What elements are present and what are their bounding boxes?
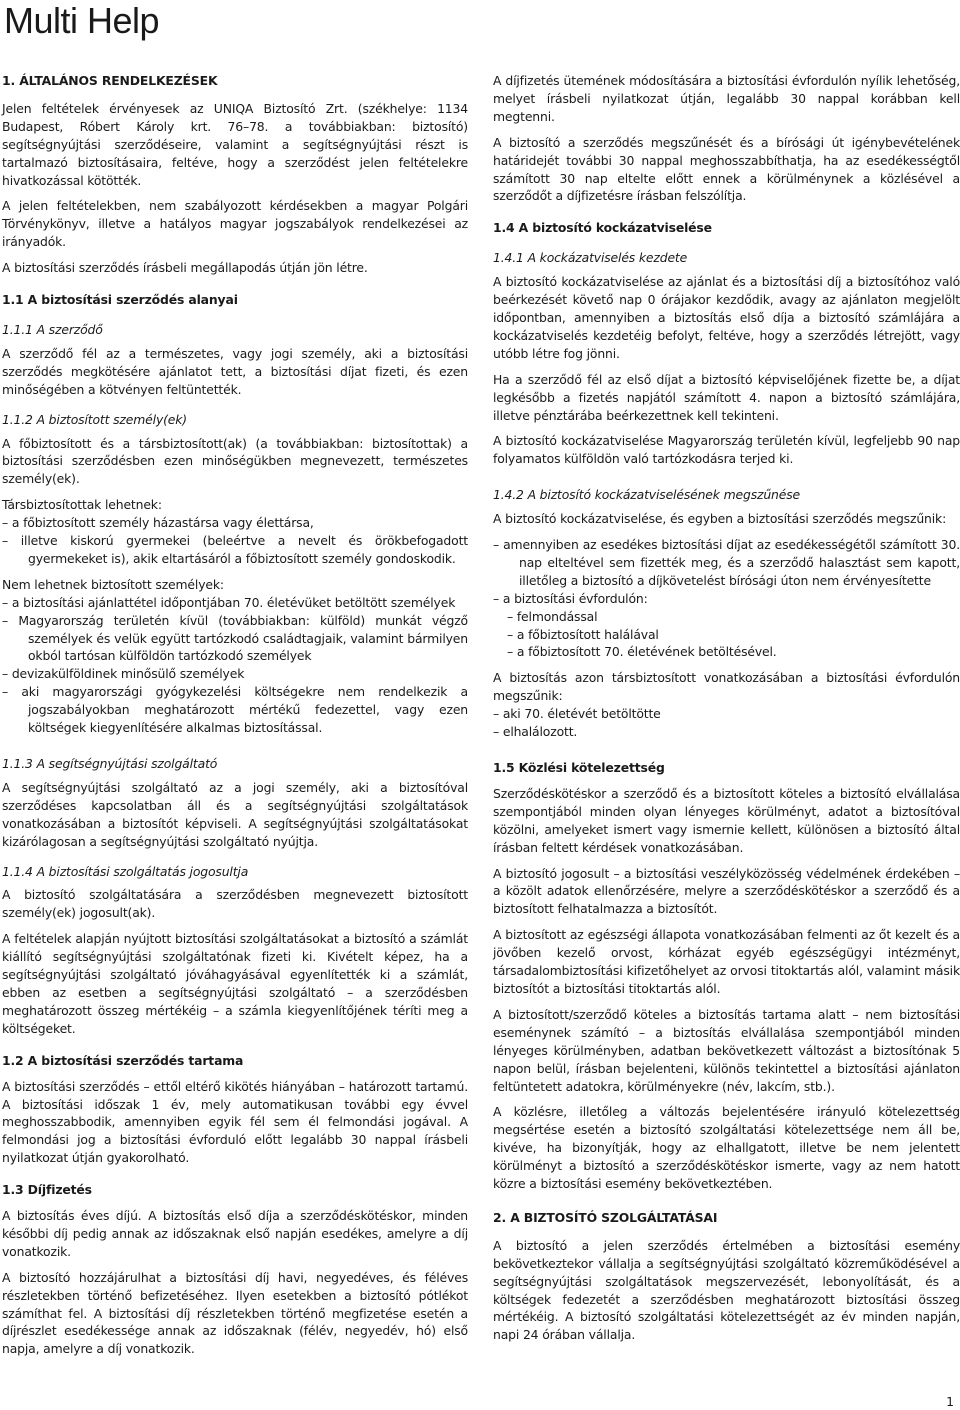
list-item: – amennyiben az esedékes biztosítási díjat az esedékességétől számított 30. nap elteltével sem fizették meg, és a szerződő halasztást sem kapott, illetőleg a biztosító a díjkövetelést bírósági úton nem érvényesítette bbox=[493, 536, 960, 590]
paragraph: A biztosítás azon társbiztosított vonatkozásában a biztosítási évfordulón megszűnik: bbox=[493, 670, 960, 704]
paragraph: Jelen feltételek érvényesek az UNIQA Biztosító Zrt. (székhelye: 1134 Budapest, Róbert Károly krt. 76–78. a továbbiakban: biztosító) segítségnyújtási szerződéseire, valamint a segítségnyújtási részt is tartalmazó biztosításaira, feltéve, hogy a szerződést jelen feltételekre hivatkozással kötötték. bbox=[2, 100, 468, 188]
list-co-insured-termination bbox=[493, 705, 960, 741]
paragraph: A biztosító kockázatviselése, és egyben a biztosítási szerződés megszűnik: bbox=[493, 511, 947, 527]
subsection-heading-1-4-2: 1.4.2 A biztosító kockázatviselésének megszűnése bbox=[493, 487, 801, 503]
paragraph: A biztosító a jelen szerződés értelmében a biztosítási esemény bekövetkeztekor vállalja a segítségnyújtási szolgáltató közreműködésével a segítségnyújtási szolgáltatások megszervezését, lebonyolítását, és a költségek fedezetét a szerződésben meghatározott biztosítási összeg mértékéig. A biztosító szolgáltatási kötelezettségét az év minden napján, napi 24 órában vállalja. bbox=[493, 1237, 960, 1343]
paragraph: A feltételek alapján nyújtott biztosítási szolgáltatásokat a biztosító a számlát kiállító segítségnyújtási szolgáltatónak fizeti ki. Kivételt képez, ha a segítségnyújtási szolgáltató jóváhagyásával egyenlítették ki a számlát, ebben az esetben a segítségnyújtási szolgáltató – a szerződésben meghatározott összeg mértékéig – a számla kiegyenlítőjének téríti meg a költségeket. bbox=[2, 931, 468, 1036]
list-item: – elhalálozott. bbox=[493, 723, 960, 741]
left-column bbox=[2, 72, 468, 1366]
list-termination bbox=[493, 536, 960, 608]
section-heading-1: 1. ÁLTALÁNOS RENDELKEZÉSEK bbox=[2, 73, 218, 88]
page-number: 1 bbox=[946, 1394, 954, 1409]
paragraph: A biztosító jogosult – a biztosítási veszélyközösség védelmének érdekében – a közölt adatok ellenőrzésére, melyre a szerződéskötéskor a szerződő és a biztosított felhatalmazza a biztosítót. bbox=[493, 865, 960, 917]
paragraph: A biztosító hozzájárulhat a biztosítási díj havi, negyedéves, és féléves részletekben történő befizetéséhez. Ilyen esetekben a biztosító pótlékot számíthat fel. A biztosítási díj részletekben történő megfizetése esetén a díjrészlet esedékessége annak az időszaknak (félév, negyedév, hó) első napja, amelyre a díj vonatkozik. bbox=[2, 1269, 468, 1357]
list-excluded-persons bbox=[2, 594, 468, 737]
paragraph: A díjfizetés ütemének módosítására a biztosítási évfordulón nyílik lehetőség, melyet írásbeli nyilatkozat útján, legalább 30 nappal korábban kell megtenni. bbox=[493, 73, 960, 124]
paragraph: A biztosító kockázatviselése az ajánlat és a biztosítási díj a biztosítóhoz való beérkezését követő nap 0 órájakor kezdődik, avagy az ajánlaton megjelölt időpontban, amennyiben a biztosítás első díja a biztosító számlájára a kockázatviselés kezdetéig befolyt, feltéve, hogy a szerződés létrejött, vagy utóbb létre fog jönni. bbox=[493, 274, 960, 361]
section-heading-1-4: 1.4 A biztosító kockázatviselése bbox=[493, 220, 712, 236]
list-item: – Magyarország területén kívül (továbbiakban: külföld) munkát végző személyek és velük együtt tartózkodó családtagjaik, valamint bármilyen okból tartósan külföldön tartózkodó személyek bbox=[2, 612, 468, 666]
paragraph: Társbiztosítottak lehetnek: bbox=[2, 497, 162, 513]
paragraph: A biztosító szolgáltatására a szerződésben megnevezett biztosított személy(ek) jogosult(ak). bbox=[2, 887, 468, 921]
paragraph: A közlésre, illetőleg a változás bejelentésére irányuló kötelezettség megsértése esetén a biztosító szolgáltatási kötelezettsége nem áll be, kivéve, ha bizonyítják, hogy az elhallgatott, illetve be nem jelentett körülményt a biztosító a szerződéskötéskor ismerte, vagy az nem hatott közre a biztosítási esemény bekövetkeztében. bbox=[493, 1104, 960, 1192]
list-item: – aki 70. életévét betöltötte bbox=[493, 705, 960, 723]
paragraph: A szerződő fél az a természetes, vagy jogi személy, aki a biztosítási szerződés megkötésére ajánlatot tett, a biztosítási díjat fizeti, és ezen minőségében a kötvényen feltüntették. bbox=[2, 345, 468, 397]
paragraph: A jelen feltételekben, nem szabályozott kérdésekben a magyar Polgári Törvénykönyv, illetve a hatályos magyar jogszabályok rendelkezései az irányadók. bbox=[2, 198, 468, 250]
paragraph: Nem lehetnek biztosított személyek: bbox=[2, 576, 224, 592]
section-heading-1-5: 1.5 Közlési kötelezettség bbox=[493, 760, 665, 775]
subsection-heading-1-1-1: 1.1.1 A szerződő bbox=[2, 321, 103, 337]
paragraph: A biztosítás éves díjú. A biztosítás első díja a szerződéskötéskor, minden későbbi díj pedig annak az időszaknak első napján esedékes, amelyre a díj vonatkozik. bbox=[2, 1208, 468, 1259]
paragraph: A biztosítási szerződés írásbeli megállapodás útján jön létre. bbox=[2, 260, 368, 276]
list-item: – a főbiztosított halálával bbox=[493, 626, 960, 644]
subsection-heading-1-1-3: 1.1.3 A segítségnyújtási szolgáltató bbox=[2, 756, 218, 771]
paragraph: A segítségnyújtási szolgáltató az a jogi személy, aki a biztosítóval szerződéses kapcsolatban áll és a segítségnyújtási szolgáltatások vonatkozásában a biztosítót képviseli. A segítségnyújtási szolgáltatásokat kizárólagosan a segítségnyújtási szolgáltató nyújtja. bbox=[2, 779, 468, 849]
section-heading-1-2: 1.2 A biztosítási szerződés tartama bbox=[2, 1052, 244, 1068]
paragraph: Ha a szerződő fél az első díjat a biztosító képviselőjének fizette be, a díjat legkésőbb a fizetés napjától számított 4. napon a biztosító számlájára, illetve pénztárába beérkezettnek kell tekinteni. bbox=[493, 371, 960, 423]
list-co-insured bbox=[2, 514, 468, 568]
paragraph: A biztosító a szerződés megszűnését és a bírósági út igénybevételének határidejét további 30 nappal meghosszabbíthatja, ha az esedékességtől számított 30 nap eltelte előtt ennek a körülménynek a közlésével a szerződőt a díjfizetésre írásban felszólítja. bbox=[493, 134, 960, 204]
paragraph: A biztosítási szerződés – ettől eltérő kikötés hiányában – határozott tartamú. A biztosítási időszak 1 év, mely automatikusan további egy évvel meghosszabbodik, amennyiben egyik fél sem él felmondási jogával. A felmondási jog a biztosítási évforduló előtt legalább 30 nappal írásbeli nyilatkozat útján gyakorolható. bbox=[2, 1078, 468, 1166]
list-item: – illetve kiskorú gyermekei (beleértve a nevelt és örökbefogadott gyermekeket is), akik eltartásáról a főbiztosított személy gondoskodik. bbox=[2, 532, 468, 568]
list-item: – devizakülföldinek minősülő személyek bbox=[2, 665, 468, 683]
list-item: – aki magyarországi gyógykezelési költségekre nem rendelkezik a jogszabályokban meghatározott mértékű fedezettel, vagy ezen költségek kiegyenlítésére alkalmas biztosítással. bbox=[2, 683, 468, 737]
list-item: – felmondással bbox=[493, 608, 960, 626]
paragraph: Szerződéskötéskor a szerződő és a biztosított köteles a biztosító elvállalása szempontjából minden olyan lényeges körülményt, adatot a biztosítóval közölni, amelyeket ismert vagy ismernie kellett, különösen a biztosító által írásban feltett kérdések vonatkozásában. bbox=[493, 785, 960, 855]
paragraph: A biztosított/szerződő köteles a biztosítás tartama alatt – nem biztosítási eseménynek számító – a biztosítás elvállalása szempontjából minden lényeges körülményben, adatban bekövetkezett változást a biztosítónak 5 napon belül, írásban bejelenteni, különös tekintettel a biztosítási ajánlaton feltüntetett adatokra, körülményekre (név, lakcím, stb.). bbox=[493, 1006, 960, 1094]
document-title: Multi Help bbox=[4, 0, 160, 41]
paragraph: A főbiztosított és a társbiztosított(ak) (a továbbiakban: biztosítottak) a biztosítási szerződésben ezen minőségükben megnevezett, természetes személy(ek). bbox=[2, 435, 468, 487]
list-item: – a biztosítási évfordulón: bbox=[493, 590, 960, 608]
paragraph: A biztosított az egészségi állapota vonatkozásában felmenti az őt kezelt és a jövőben kezelő orvost, kórházat egyéb egészségügyi intézményt, társadalombiztosítási kifizetőhelyet az orvosi titoktartás alól, valamint másik biztosítót a biztosítási titoktartás alól. bbox=[493, 927, 960, 996]
subsection-heading-1-1-2: 1.1.2 A biztosított személy(ek) bbox=[2, 411, 187, 427]
subsection-heading-1-1-4: 1.1.4 A biztosítási szolgáltatás jogosultja bbox=[2, 863, 249, 879]
list-termination-anniversary bbox=[493, 608, 960, 662]
section-heading-1-3: 1.3 Díjfizetés bbox=[2, 1182, 92, 1198]
paragraph: A biztosító kockázatviselése Magyarország területén kívül, legfeljebb 90 nap folyamatos külföldön való tartózkodásra terjed ki. bbox=[493, 433, 960, 467]
section-heading-1-1: 1.1 A biztosítási szerződés alanyai bbox=[2, 292, 238, 308]
list-item: – a főbiztosított 70. életévének betöltésével. bbox=[493, 643, 960, 661]
list-item: – a biztosítási ajánlattétel időpontjában 70. életévüket betöltött személyek bbox=[2, 594, 468, 612]
section-heading-2: 2. A BIZTOSÍTÓ SZOLGÁLTATÁSAI bbox=[493, 1209, 718, 1225]
subsection-heading-1-4-1: 1.4.1 A kockázatviselés kezdete bbox=[493, 250, 688, 266]
right-column bbox=[493, 72, 960, 1352]
list-item: – a főbiztosított személy házastársa vagy élettársa, bbox=[2, 514, 468, 532]
